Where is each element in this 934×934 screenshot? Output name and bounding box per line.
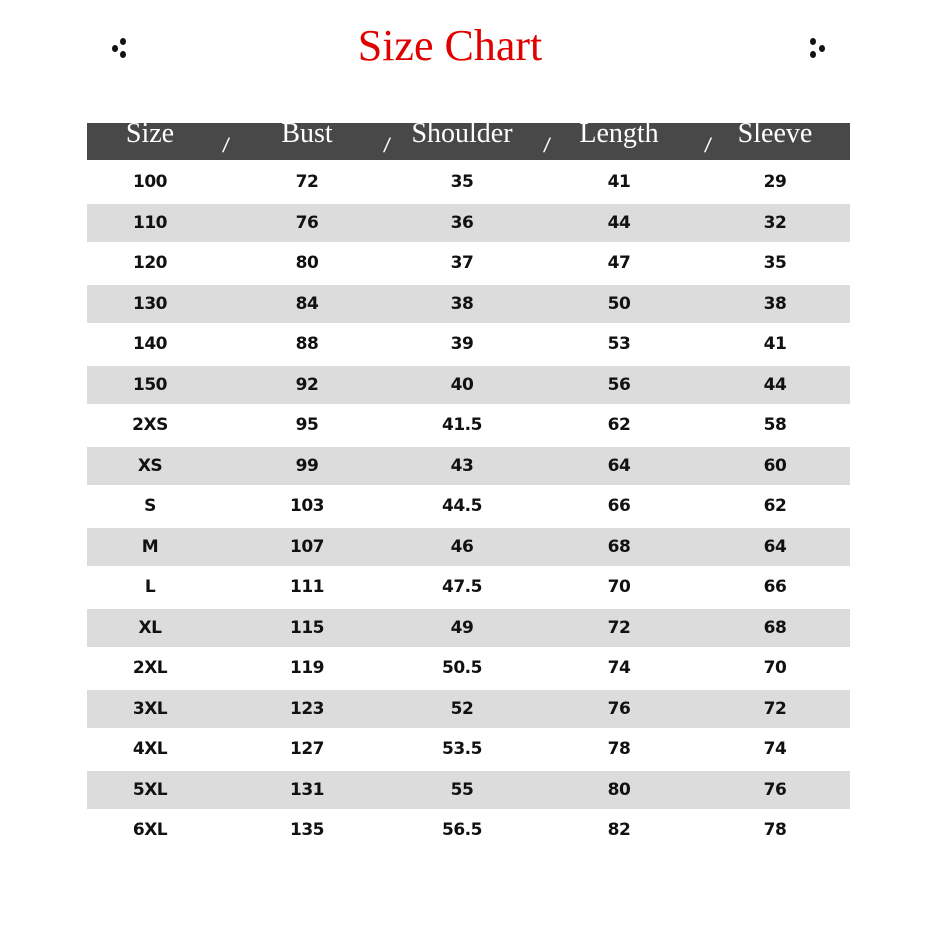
- cell-shoulder: 53.5: [442, 739, 482, 759]
- header-separator: /: [703, 135, 713, 157]
- cell-bust: 95: [295, 415, 319, 435]
- cell-length: 78: [607, 739, 631, 759]
- cell-sleeve: 64: [763, 536, 787, 557]
- cell-sleeve: 60: [763, 455, 787, 476]
- cell-sleeve: 78: [763, 820, 787, 840]
- cell-bust: 92: [295, 374, 319, 395]
- column-header-size: Size: [125, 118, 175, 149]
- cell-shoulder: 55: [450, 779, 474, 800]
- cell-bust: 115: [290, 617, 324, 638]
- cell-shoulder: 35: [450, 172, 474, 192]
- cell-size: S: [144, 496, 156, 516]
- table-row: [87, 690, 850, 728]
- cell-bust: 131: [290, 779, 324, 800]
- decorative-dots-icon: [112, 38, 132, 60]
- cell-length: 62: [607, 415, 631, 435]
- cell-size: 5XL: [132, 779, 168, 800]
- cell-length: 82: [607, 820, 631, 840]
- table-row: [87, 204, 850, 242]
- cell-size: XS: [137, 455, 163, 476]
- cell-size: 6XL: [132, 820, 168, 840]
- cell-size: XL: [138, 617, 162, 638]
- cell-size: 130: [133, 293, 167, 314]
- column-header-shoulder: Shoulder: [411, 118, 513, 149]
- table-row: [87, 325, 850, 363]
- table-row: [87, 568, 850, 606]
- cell-shoulder: 41.5: [442, 415, 482, 435]
- cell-sleeve: 58: [763, 415, 787, 435]
- column-header-sleeve: Sleeve: [737, 118, 813, 149]
- table-row: [87, 163, 850, 201]
- table-row: [87, 811, 850, 849]
- header-separator: /: [221, 135, 231, 157]
- table-row: [87, 528, 850, 566]
- table-row: [87, 244, 850, 282]
- column-header-length: Length: [579, 118, 659, 149]
- cell-sleeve: 29: [763, 172, 787, 192]
- cell-length: 70: [607, 577, 631, 597]
- cell-size: 3XL: [132, 698, 168, 719]
- cell-length: 74: [607, 658, 631, 678]
- table-row: [87, 649, 850, 687]
- table-row: [87, 447, 850, 485]
- cell-length: 56: [607, 374, 631, 395]
- cell-bust: 88: [295, 334, 319, 354]
- cell-sleeve: 35: [763, 253, 787, 273]
- cell-sleeve: 62: [763, 496, 787, 516]
- cell-shoulder: 43: [450, 455, 474, 476]
- cell-sleeve: 68: [763, 617, 787, 638]
- cell-shoulder: 38: [450, 293, 474, 314]
- cell-size: M: [141, 536, 159, 557]
- cell-shoulder: 36: [450, 212, 474, 233]
- table-header: [87, 118, 850, 160]
- cell-length: 53: [607, 334, 631, 354]
- cell-bust: 76: [295, 212, 319, 233]
- cell-shoulder: 49: [450, 617, 474, 638]
- cell-sleeve: 74: [763, 739, 787, 759]
- cell-size: 150: [133, 374, 167, 395]
- table-row: [87, 771, 850, 809]
- table-row: [87, 730, 850, 768]
- cell-bust: 103: [290, 496, 324, 516]
- cell-size: 140: [133, 334, 167, 354]
- cell-bust: 119: [290, 658, 324, 678]
- cell-shoulder: 47.5: [442, 577, 482, 597]
- table-row: [87, 487, 850, 525]
- cell-length: 72: [607, 617, 631, 638]
- cell-length: 47: [607, 253, 631, 273]
- cell-shoulder: 44.5: [442, 496, 482, 516]
- cell-sleeve: 72: [763, 698, 787, 719]
- cell-shoulder: 50.5: [442, 658, 482, 678]
- cell-bust: 80: [295, 253, 319, 273]
- cell-size: L: [144, 577, 156, 597]
- cell-length: 41: [607, 172, 631, 192]
- cell-sleeve: 76: [763, 779, 787, 800]
- cell-sleeve: 66: [763, 577, 787, 597]
- cell-shoulder: 56.5: [442, 820, 482, 840]
- cell-sleeve: 41: [763, 334, 787, 354]
- cell-length: 64: [607, 455, 631, 476]
- cell-length: 76: [607, 698, 631, 719]
- cell-sleeve: 70: [763, 658, 787, 678]
- cell-bust: 107: [290, 536, 324, 557]
- cell-shoulder: 40: [450, 374, 474, 395]
- cell-bust: 135: [290, 820, 324, 840]
- cell-length: 50: [607, 293, 631, 314]
- cell-size: 2XL: [132, 658, 168, 678]
- cell-size: 4XL: [132, 739, 168, 759]
- cell-length: 80: [607, 779, 631, 800]
- cell-size: 2XS: [132, 415, 168, 435]
- header-separator: /: [382, 135, 392, 157]
- cell-sleeve: 32: [763, 212, 787, 233]
- table-row: [87, 366, 850, 404]
- cell-shoulder: 46: [450, 536, 474, 557]
- cell-shoulder: 37: [450, 253, 474, 273]
- cell-sleeve: 44: [763, 374, 787, 395]
- cell-length: 44: [607, 212, 631, 233]
- cell-length: 68: [607, 536, 631, 557]
- table-row: [87, 609, 850, 647]
- decorative-dots-icon: [810, 38, 830, 60]
- cell-size: 110: [133, 212, 167, 233]
- cell-bust: 72: [295, 172, 319, 192]
- cell-length: 66: [607, 496, 631, 516]
- cell-shoulder: 52: [450, 698, 474, 719]
- cell-bust: 99: [295, 455, 319, 476]
- cell-bust: 127: [290, 739, 324, 759]
- cell-size: 120: [133, 253, 167, 273]
- table-row: [87, 285, 850, 323]
- page-title: Size Chart: [357, 21, 543, 70]
- cell-shoulder: 39: [450, 334, 474, 354]
- cell-size: 100: [133, 172, 167, 192]
- table-row: [87, 406, 850, 444]
- cell-bust: 84: [295, 293, 319, 314]
- cell-bust: 111: [290, 577, 324, 597]
- cell-bust: 123: [290, 698, 324, 719]
- header-separator: /: [542, 135, 552, 157]
- column-header-bust: Bust: [281, 118, 333, 149]
- cell-sleeve: 38: [763, 293, 787, 314]
